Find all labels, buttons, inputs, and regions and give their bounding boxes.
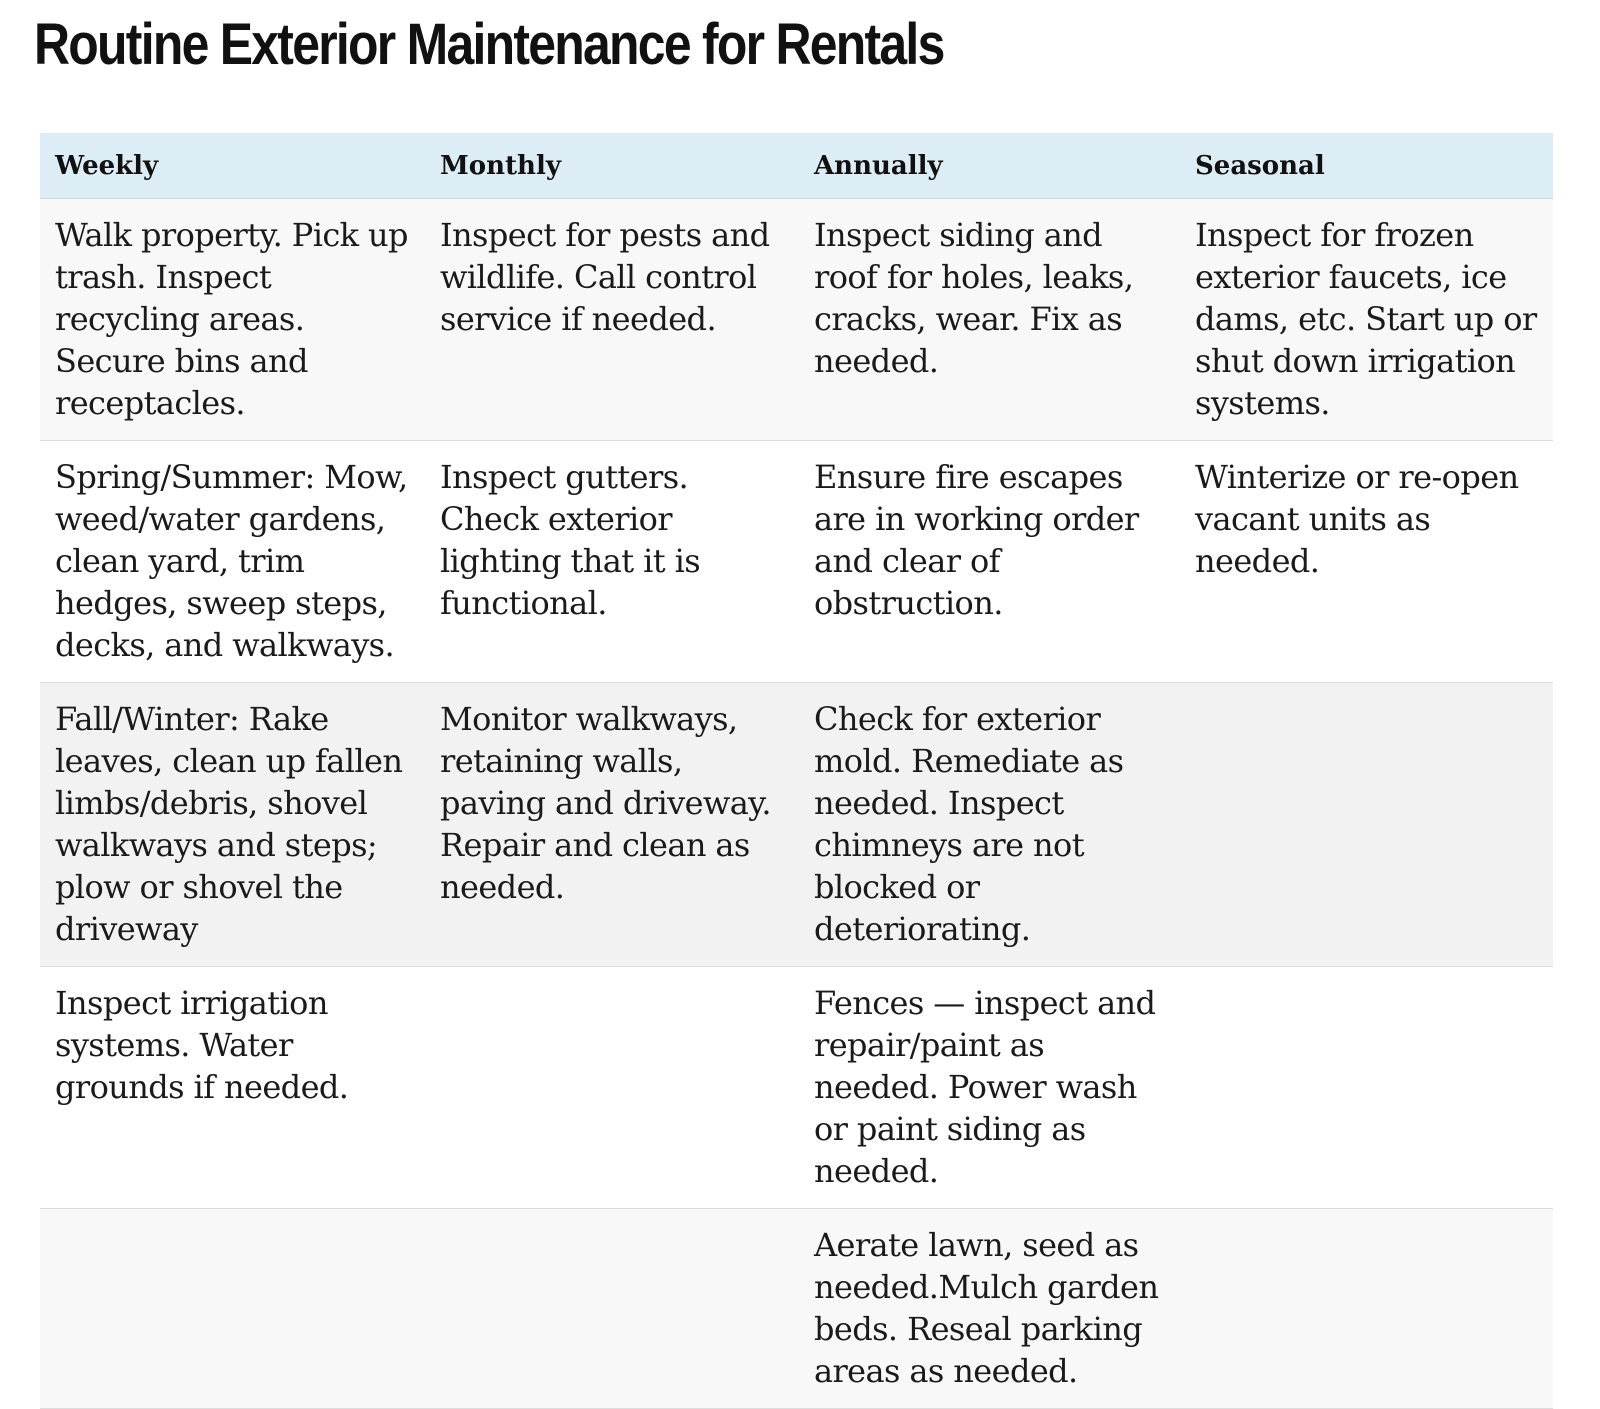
- weekly-cell: Spring/Summer: Mow, weed/water gardens, clean yard, trim hedges, sweep steps, decks, and walkways.: [40, 441, 425, 683]
- table-row: [40, 441, 1553, 683]
- seasonal-cell: [1180, 1209, 1553, 1409]
- monthly-cell: [425, 967, 799, 1209]
- seasonal-cell: [1180, 967, 1553, 1209]
- table-row: [40, 683, 1553, 967]
- maintenance-schedule-table: [40, 133, 1553, 1409]
- annually-cell: Aerate lawn, seed as needed.Mulch garden beds. Reseal parking areas as needed.: [799, 1209, 1180, 1409]
- seasonal-cell: Inspect for frozen exterior faucets, ice dams, etc. Start up or shut down irrigation systems.: [1180, 199, 1553, 441]
- weekly-cell: Inspect irrigation systems. Water grounds if needed.: [40, 967, 425, 1209]
- weekly-cell: Walk property. Pick up trash. Inspect recycling areas. Secure bins and receptacles.: [40, 199, 425, 441]
- annually-cell: Ensure fire escapes are in working order and clear of obstruction.: [799, 441, 1180, 683]
- monthly-cell: Inspect gutters. Check exterior lighting that it is functional.: [425, 441, 799, 683]
- seasonal-cell: [1180, 683, 1553, 967]
- table-header: [40, 133, 1553, 199]
- column-header-monthly: Monthly: [425, 133, 799, 199]
- seasonal-cell: Winterize or re-open vacant units as needed.: [1180, 441, 1553, 683]
- annually-cell: Check for exterior mold. Remediate as needed. Inspect chimneys are not blocked or deteriorating.: [799, 683, 1180, 967]
- header-row: [40, 133, 1553, 199]
- table-body: [40, 199, 1553, 1409]
- table-row: [40, 967, 1553, 1209]
- table-row: [40, 1209, 1553, 1409]
- monthly-cell: Monitor walkways, retaining walls, paving and driveway. Repair and clean as needed.: [425, 683, 799, 967]
- column-header-weekly: Weekly: [40, 133, 425, 199]
- monthly-cell: [425, 1209, 799, 1409]
- annually-cell: Inspect siding and roof for holes, leaks, cracks, wear. Fix as needed.: [799, 199, 1180, 441]
- weekly-cell: Fall/Winter: Rake leaves, clean up fallen limbs/debris, shovel walkways and steps; plow or shovel the driveway: [40, 683, 425, 967]
- monthly-cell: Inspect for pests and wildlife. Call control service if needed.: [425, 199, 799, 441]
- page-title: Routine Exterior Maintenance for Rentals: [34, 12, 944, 77]
- column-header-seasonal: Seasonal: [1180, 133, 1553, 199]
- column-header-annually: Annually: [799, 133, 1180, 199]
- weekly-cell: [40, 1209, 425, 1409]
- annually-cell: Fences — inspect and repair/paint as needed. Power wash or paint siding as needed.: [799, 967, 1180, 1209]
- table-row: [40, 199, 1553, 441]
